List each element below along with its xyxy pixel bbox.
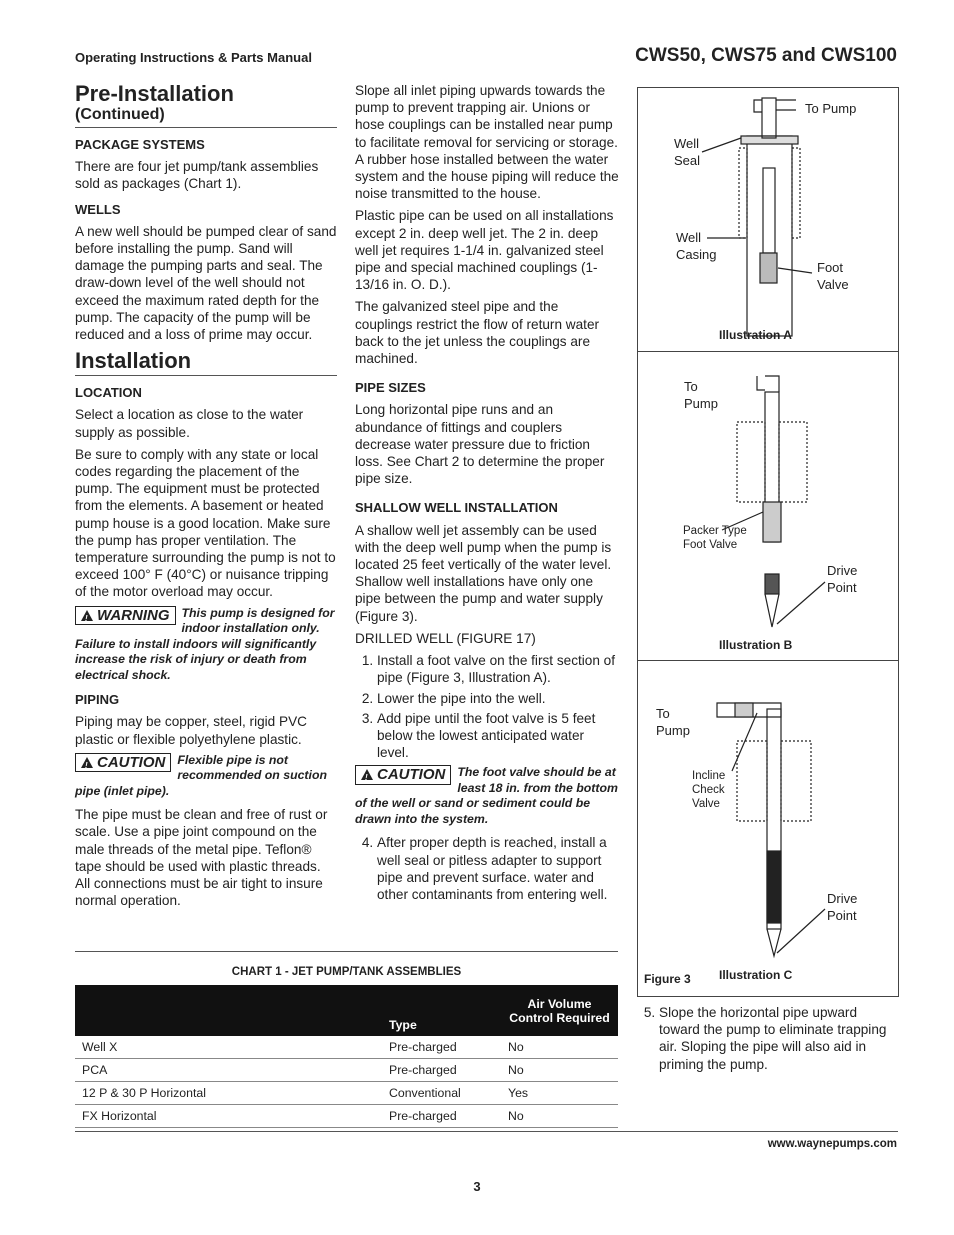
caution-notice: !CAUTION The foot valve should be at least 18 in. from the bottom of the well or sand or sediment could be drawn into the system. [355, 765, 619, 827]
table-cell: Well X [75, 1036, 376, 1059]
installation-title: Installation [75, 348, 192, 374]
manual-title: Operating Instructions & Parts Manual [75, 50, 312, 65]
column-1 [75, 82, 337, 915]
heading-shallow-well: SHALLOW WELL INSTALLATION [355, 500, 558, 516]
paragraph: A new well should be pumped clear of sand before installing the pump. Sand will damage the pumping parts and seal. The draw-down level of the well should not exceed the maximum rated depth for the pump. The capacity of the pump will be reduced and a loss of prime may occur. [75, 223, 337, 343]
label-well-casing: Well Casing [676, 230, 717, 262]
column-2 [355, 82, 619, 906]
table-cell: Pre-charged [376, 1036, 501, 1059]
label-drive-point: Drive Point [827, 563, 858, 595]
step-5 [637, 1004, 899, 1076]
label-to-pump: To Pump [805, 101, 857, 116]
table-cell: Pre-charged [376, 1105, 501, 1128]
caption-illustration-a: Illustration A [719, 328, 792, 342]
table-row [75, 1036, 618, 1059]
paragraph: Select a location as close to the water supply as possible. [75, 407, 304, 440]
heading-location: LOCATION [75, 385, 142, 401]
table-cell: FX Horizontal [75, 1105, 376, 1128]
table-cell: No [501, 1036, 618, 1059]
caution-badge: !CAUTION [355, 765, 451, 785]
chart-title: CHART 1 - JET PUMP/TANK ASSEMBLIES [231, 966, 462, 978]
list-item: 3. Add pipe until the foot valve is 5 feet below the lowest anticipated water level. [377, 710, 619, 762]
table-cell: No [501, 1105, 618, 1128]
column-header [75, 985, 376, 1036]
page-number: 3 [473, 1179, 481, 1194]
label-to-pump: To Pump [656, 706, 690, 738]
footer-divider [75, 1131, 898, 1132]
heading-pipe-sizes: PIPE SIZES [355, 380, 426, 396]
paragraph: Plastic pipe can be used on all installations except 2 in. deep well jet. The 2 in. deep well jet requires 1-1/4 in. galvanized steel pipe and special machined couplings (1-13/16 in. O. D.). [355, 208, 614, 293]
steps-list [355, 834, 619, 903]
label-packer-foot-valve: Packer Type Foot Valve [683, 525, 747, 551]
table-cell: PCA [75, 1059, 376, 1082]
figure-label: Figure 3 [644, 972, 691, 986]
paragraph: A shallow well jet assembly can be used with the deep well pump when the pump is located 25 feet vertically of the water level. Shallow well installations have only one pipe between the pump and water supply (Figure 3). [355, 522, 612, 624]
heading-piping: PIPING [75, 692, 120, 708]
caution-icon [361, 769, 373, 780]
column-header: Type [376, 985, 501, 1036]
list-item: 2. Lower the pipe into the well. [377, 690, 619, 707]
warning-icon [81, 610, 93, 621]
steps-list [355, 652, 619, 761]
model-title: CWS50, CWS75 and CWS100 [635, 45, 897, 66]
table-cell: Conventional [376, 1082, 501, 1105]
table-cell: Pre-charged [376, 1059, 501, 1082]
paragraph: Long horizontal pipe runs and an abundance of fittings and couplers decrease water pressure due to friction loss. See Chart 2 to determine the proper pipe size. [355, 402, 605, 487]
section-title: Pre-Installation [75, 81, 234, 106]
table-row [75, 1105, 618, 1128]
chart-divider [75, 951, 618, 952]
caution-icon [81, 757, 93, 768]
label-well-seal: Well Seal [674, 136, 701, 168]
label-drive-point: Drive Point [827, 891, 858, 923]
label-foot-valve: Foot Valve [817, 260, 849, 292]
footer-url: www.waynepumps.com [767, 1138, 897, 1150]
warning-badge: !WARNING [75, 606, 176, 626]
heading-package-systems: PACKAGE SYSTEMS [75, 137, 205, 152]
caption-illustration-b: Illustration B [719, 638, 793, 652]
table-cell: No [501, 1059, 618, 1082]
caution-badge: !CAUTION [75, 753, 171, 773]
list-item: 5. Slope the horizontal pipe upward toward the pump to eliminate trapping air. Sloping the pipe will also aid in priming the pump. [659, 1004, 899, 1073]
caution-notice: !CAUTION Flexible pipe is not recommended on suction pipe (inlet pipe). [75, 753, 337, 800]
label-to-pump: To Pump [684, 379, 718, 411]
table-cell: 12 P & 30 P Horizontal [75, 1082, 376, 1105]
paragraph: The pipe must be clean and free of rust or scale. Use a pipe joint compound on the male threads of the metal pipe. Teflon® tape should be used with plastic threads. All connections must be air tight to insure normal operation. [75, 807, 328, 909]
section-subtitle: (Continued) [75, 106, 165, 123]
caption-illustration-c: Illustration C [719, 968, 793, 982]
column-header: Air Volume Control Required [501, 985, 618, 1036]
table-row [75, 1059, 618, 1082]
chart-1-table [75, 985, 618, 1128]
label-incline-check-valve: Incline Check Valve [692, 770, 726, 810]
list-item: 1. Install a foot valve on the first section of pipe (Figure 3, Illustration A). [377, 652, 619, 686]
illustration-a-drawing [637, 88, 897, 350]
table-row [75, 1082, 618, 1105]
paragraph: DRILLED WELL (FIGURE 17) [355, 630, 536, 646]
paragraph: Slope all inlet piping upwards towards the pump to prevent trapping air. Unions or hose couplings can be installed near pump to facilitate removal for servicing or storage. A rubber hose installed between the water system and the house piping will reduce the noise transmitted to the house. [355, 83, 619, 202]
paragraph: The galvanized steel pipe and the couplings restrict the flow of return water back to the jet unless the couplings are machined. [355, 299, 600, 367]
warning-notice: !WARNING This pump is designed for indoor installation only. Failure to install indoors will significantly increase the risk of injury or death from electrical shock. [75, 606, 337, 684]
paragraph: There are four jet pump/tank assemblies sold as packages (Chart 1). [75, 159, 319, 192]
table-cell: Yes [501, 1082, 618, 1105]
illustration-b-drawing [637, 352, 897, 660]
heading-wells: WELLS [75, 201, 121, 217]
list-item: 4. After proper depth is reached, install a well seal or pitless adapter to support pipe and prevent surface. water and other contaminants from entering well. [377, 834, 619, 903]
paragraph: Be sure to comply with any state or local codes regarding the placement of the pump. The equipment must be protected from the elements. A basement or heated pump house is a good location. Make sure the pump has proper ventilation. The temperature surrounding the pump is not to exceed 100° F (40°C) or nuisance tripping of the motor overload may occur. [75, 446, 336, 600]
paragraph: Piping may be copper, steel, rigid PVC plastic or flexible polyethylene plastic. [75, 714, 307, 747]
